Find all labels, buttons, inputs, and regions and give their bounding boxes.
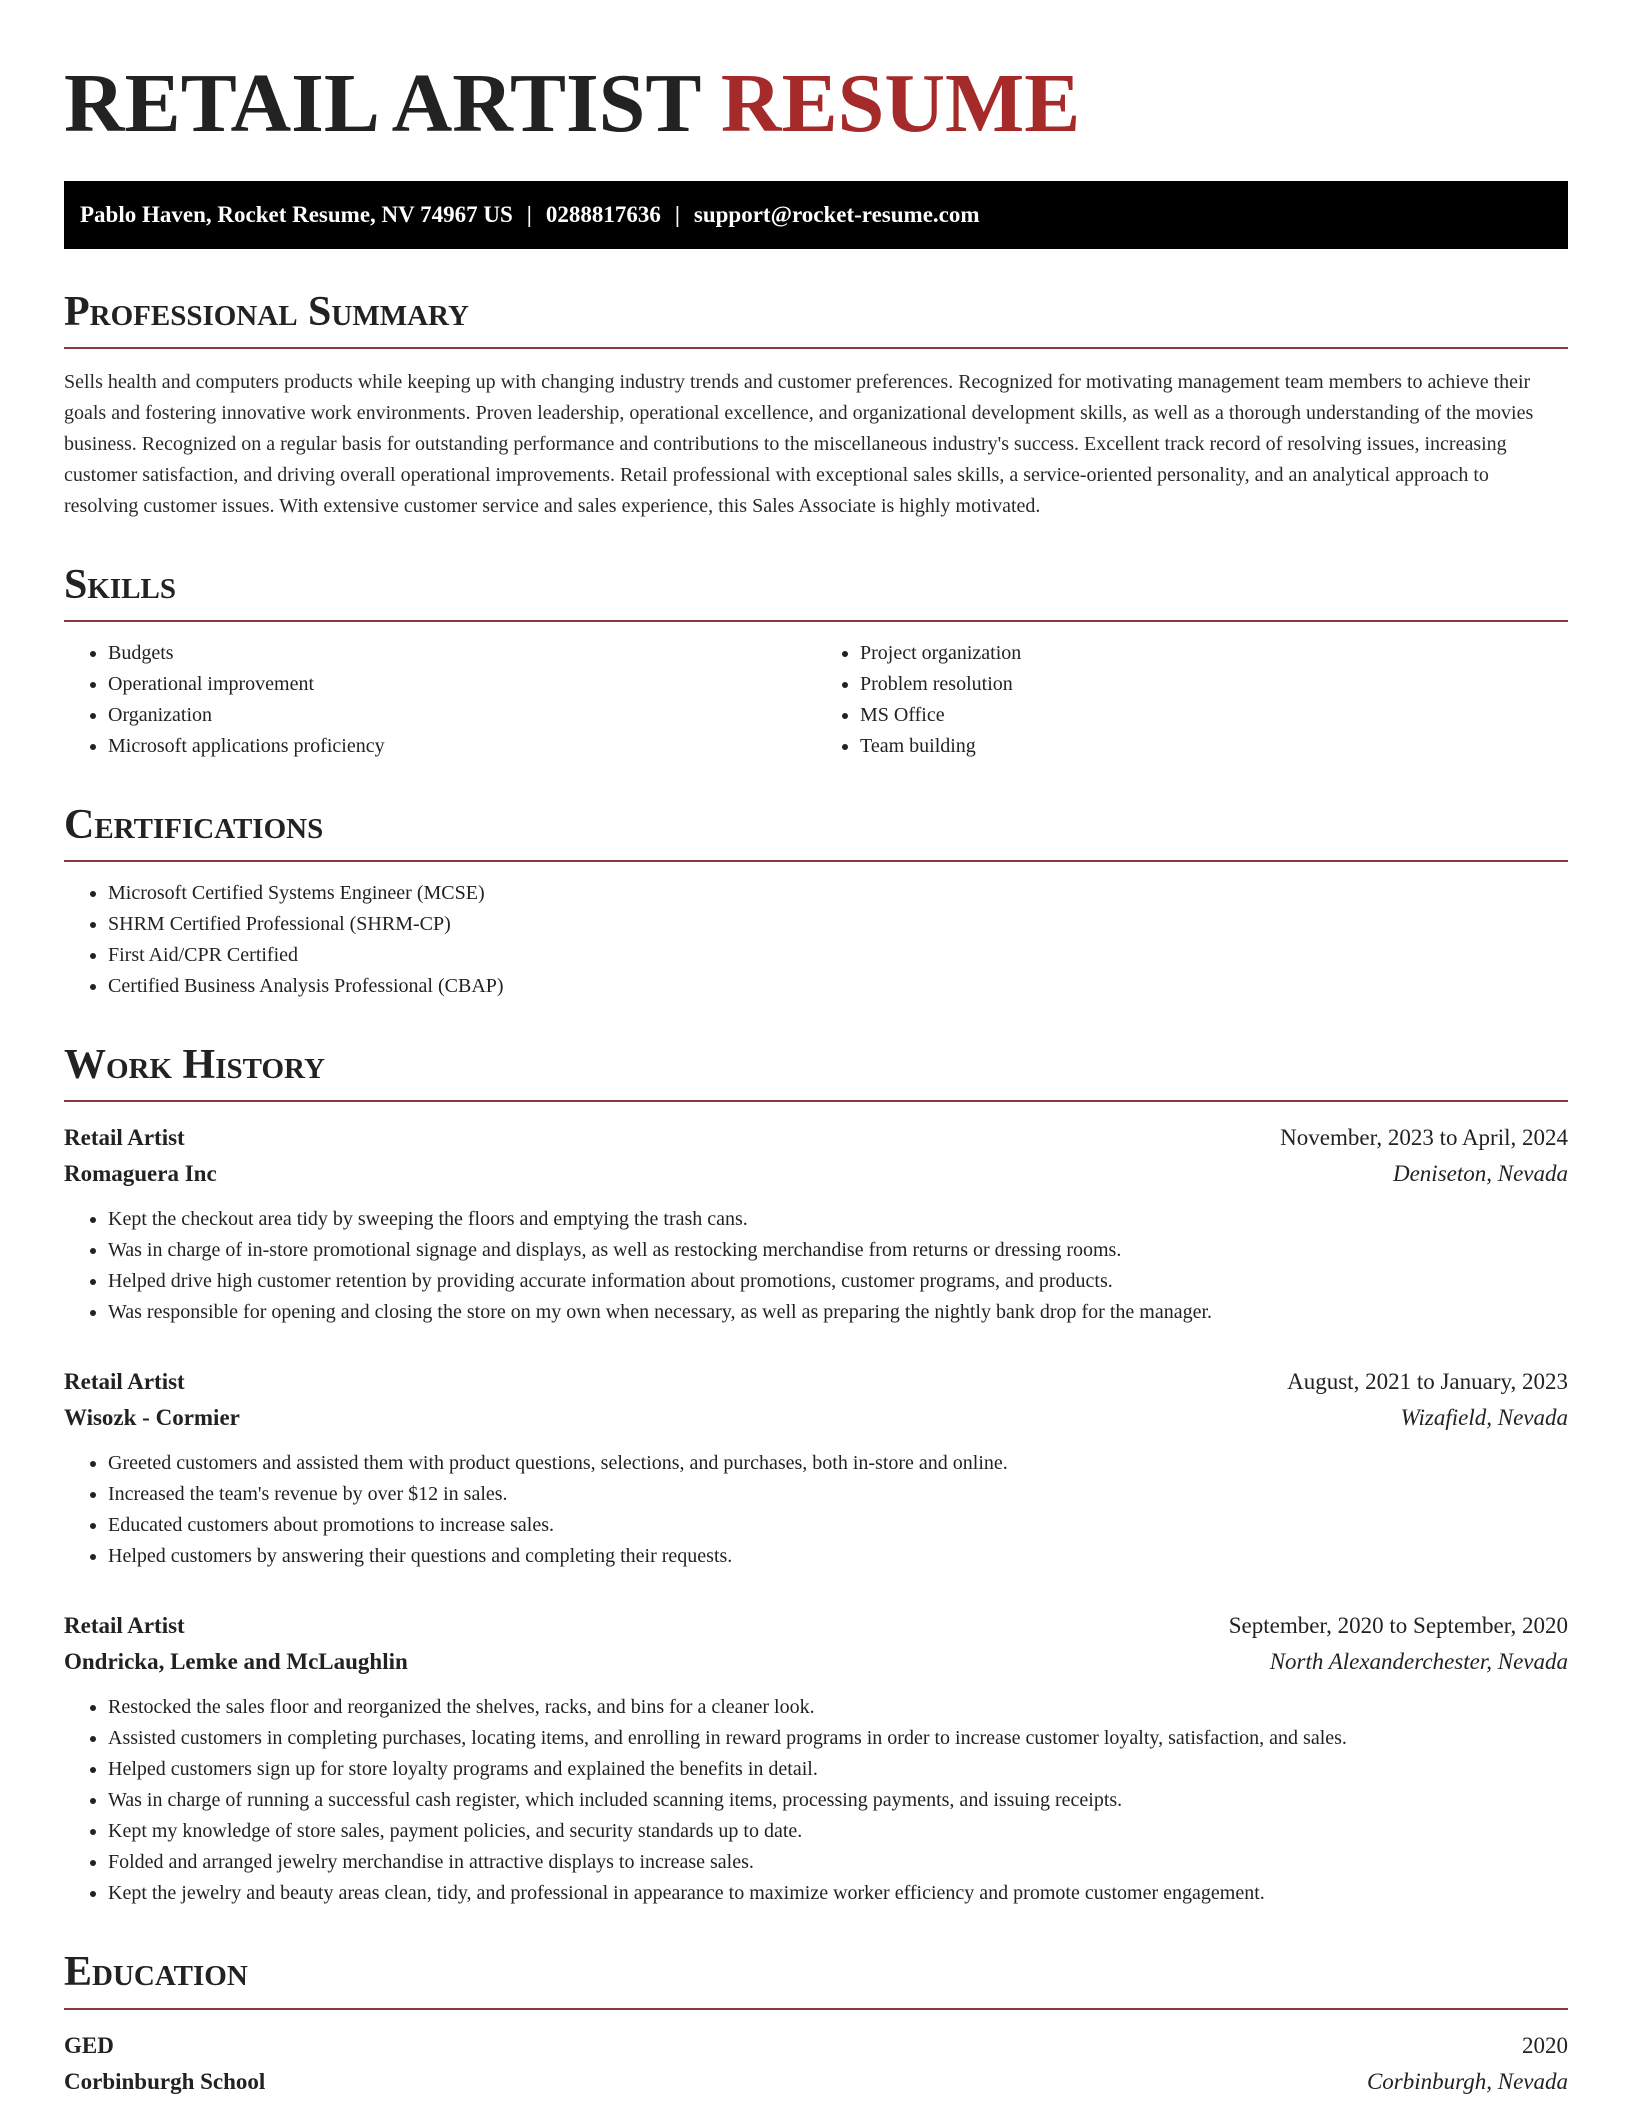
summary-text: Sells health and computers products while keeping up with changing industry trends and customer preferences. Recognized for motivating management team members to achieve their goals and fostering innovative work environments. Proven leadership, operational excellence, and organizational development skills, as well as a thorough understanding of the movies business. Recognized on a regular basis for outstanding performance and contributions to the miscellaneous industry's success. Excellent track record of resolving issues, increasing customer satisfaction, and driving overall operational improvements. Retail professional with exceptional sales skills, a service-oriented personality, and an analytical approach to resolving customer issues. With extensive customer service and sales experience, this Sales Associate is highly motivated.	[64, 370, 1534, 517]
job-bullet: • Greeted customers and assisted them with product questions, selections, and purchases, both in-store and online.	[108, 1448, 1568, 1479]
skill-item: • Microsoft applications proficiency	[108, 731, 816, 762]
certification-item: • SHRM Certified Professional (SHRM-CP)	[108, 909, 1568, 940]
resume-title	[64, 56, 1568, 153]
certification-item: • Certified Business Analysis Professional (CBAP)	[108, 971, 1568, 1002]
certifications-heading: Certifications	[64, 802, 1568, 862]
job-bullet: • Restocked the sales floor and reorganized the shelves, racks, and bins for a cleaner look.	[108, 1692, 1568, 1723]
job-entry	[64, 1364, 1568, 1572]
skill-item: • Team building	[860, 731, 1568, 762]
title-main: RETAIL ARTIST	[64, 57, 700, 150]
skills-list-left	[64, 638, 816, 762]
education-degree: GED	[64, 2032, 114, 2058]
job-company: Romaguera Inc	[64, 1161, 217, 1187]
contact-phone: 0288817636	[545, 201, 661, 227]
job-bullet: • Was in charge of running a successful cash register, which included scanning items, processing payments, and issuing receipts.	[108, 1785, 1568, 1816]
job-bullet: • Kept the checkout area tidy by sweeping the floors and emptying the trash cans.	[108, 1204, 1568, 1235]
job-bullet: • Educated customers about promotions to increase sales.	[108, 1510, 1568, 1541]
skills-section	[64, 562, 1568, 762]
summary-section	[64, 289, 1568, 522]
job-bullets	[64, 1448, 1568, 1572]
job-dates: September, 2020 to September, 2020	[1228, 1613, 1568, 1639]
job-bullets	[64, 1692, 1568, 1909]
skill-item: • MS Office	[860, 700, 1568, 731]
education-location: Corbinburgh, Nevada	[1366, 2068, 1568, 2094]
title-accent: RESUME	[720, 57, 1081, 150]
education-school: Corbinburgh School	[64, 2068, 266, 2094]
job-title: Retail Artist	[64, 1125, 185, 1151]
certifications-section	[64, 802, 1568, 1002]
education-year: 2020	[1522, 2032, 1568, 2058]
skill-item: • Organization	[108, 700, 816, 731]
job-entry	[64, 1120, 1568, 1328]
skill-item: • Budgets	[108, 638, 816, 669]
job-location: Wizafield, Nevada	[1400, 1405, 1568, 1431]
job-bullet: • Helped customers by answering their questions and completing their requests.	[108, 1541, 1568, 1572]
skills-list-right	[816, 638, 1568, 762]
skills-grid	[64, 638, 1568, 762]
job-company: Wisozk - Cormier	[64, 1405, 240, 1431]
education-section	[64, 1949, 1568, 2099]
job-company-row	[64, 1400, 1568, 1436]
job-header-row	[64, 1120, 1568, 1156]
job-location: Deniseton, Nevada	[1392, 1161, 1568, 1187]
job-bullet: • Was responsible for opening and closing the store on my own when necessary, as well as preparing the nightly bank drop for the manager.	[108, 1297, 1568, 1328]
job-dates: November, 2023 to April, 2024	[1280, 1125, 1568, 1151]
job-bullet: • Kept my knowledge of store sales, payment policies, and security standards up to date.	[108, 1816, 1568, 1847]
education-degree-row	[64, 2028, 1568, 2064]
job-company-row	[64, 1156, 1568, 1192]
job-bullet: • Was in charge of in-store promotional signage and displays, as well as restocking merchandise from returns or dressing rooms.	[108, 1235, 1568, 1266]
job-location: North Alexanderchester, Nevada	[1269, 1649, 1568, 1675]
job-entry	[64, 1608, 1568, 1909]
education-entry	[64, 2028, 1568, 2100]
job-header-row	[64, 1608, 1568, 1644]
job-bullet: • Helped customers sign up for store loyalty programs and explained the benefits in detail.	[108, 1754, 1568, 1785]
contact-separator: |	[674, 201, 680, 227]
job-bullets	[64, 1204, 1568, 1328]
job-company: Ondricka, Lemke and McLaughlin	[64, 1649, 408, 1675]
skills-heading: Skills	[64, 562, 1568, 622]
contact-address: Pablo Haven, Rocket Resume, NV 74967 US	[80, 201, 513, 227]
job-bullet: • Increased the team's revenue by over $12 in sales.	[108, 1479, 1568, 1510]
contact-separator: |	[526, 201, 532, 227]
job-header-row	[64, 1364, 1568, 1400]
skill-item: • Project organization	[860, 638, 1568, 669]
education-school-row	[64, 2064, 1568, 2100]
certification-item: • First Aid/CPR Certified	[108, 940, 1568, 971]
job-bullet: • Folded and arranged jewelry merchandise in attractive displays to increase sales.	[108, 1847, 1568, 1878]
job-bullet: • Assisted customers in completing purchases, locating items, and enrolling in reward programs in order to increase customer loyalty, satisfaction, and sales.	[108, 1723, 1568, 1754]
job-title: Retail Artist	[64, 1369, 185, 1395]
summary-heading: Professional Summary	[64, 289, 1568, 349]
education-heading: Education	[64, 1949, 1568, 2009]
work-history-heading: Work History	[64, 1042, 1568, 1102]
job-title: Retail Artist	[64, 1613, 185, 1639]
skill-item: • Operational improvement	[108, 669, 816, 700]
job-bullet: • Helped drive high customer retention by providing accurate information about promotions, customer programs, and products.	[108, 1266, 1568, 1297]
job-company-row	[64, 1644, 1568, 1680]
job-bullet: • Kept the jewelry and beauty areas clean, tidy, and professional in appearance to maximize worker efficiency and promote customer engagement.	[108, 1878, 1568, 1909]
certification-item: • Microsoft Certified Systems Engineer (MCSE)	[108, 878, 1568, 909]
skill-item: • Problem resolution	[860, 669, 1568, 700]
job-dates: August, 2021 to January, 2023	[1287, 1369, 1568, 1395]
work-history-section	[64, 1042, 1568, 1909]
certifications-list	[64, 878, 1568, 1002]
contact-bar	[64, 181, 1568, 249]
contact-email: support@rocket-resume.com	[693, 201, 980, 227]
